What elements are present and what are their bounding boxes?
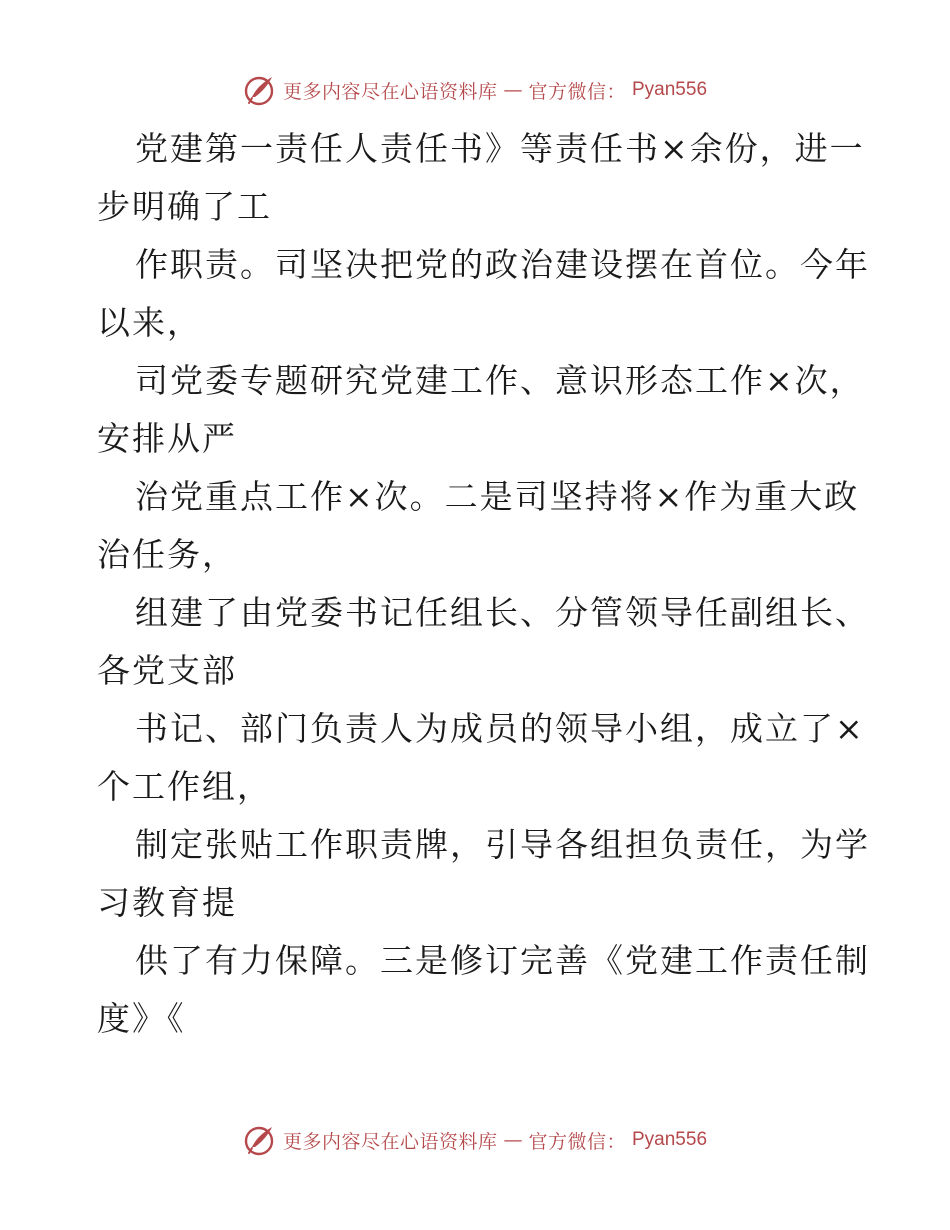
text-line: 以来， <box>97 303 202 342</box>
document-body <box>97 120 870 1048</box>
header-banner <box>0 70 950 110</box>
banner-brand-text: 更多内容尽在心语资料库 <box>282 80 498 103</box>
banner-wechat-label: 官方微信： <box>528 80 626 103</box>
quill-pen-logo-icon <box>243 1123 277 1157</box>
text-line: 各党支部 <box>97 651 237 690</box>
text-line: 习教育提 <box>97 883 237 922</box>
text-line: 作职责。司坚决把党的政治建设摆在首位。今年 <box>135 245 870 284</box>
text-line: 步明确了工 <box>97 187 272 226</box>
text-line: 治党重点工作×次。二是司坚持将×作为重大政 <box>135 477 860 516</box>
banner-separator: — <box>503 1129 523 1151</box>
quill-pen-logo-icon <box>243 73 277 107</box>
text-line: 书记、部门负责人为成员的领导小组，成立了× <box>135 709 865 748</box>
text-line: 司党委专题研究党建工作、意识形态工作×次， <box>135 361 865 400</box>
text-line: 治任务， <box>97 535 237 574</box>
text-line: 供了有力保障。三是修订完善《党建工作责任制 <box>135 941 870 980</box>
text-line: 党建第一责任人责任书》等责任书×余份，进一 <box>135 129 865 168</box>
banner-wechat-id: Pyan556 <box>632 79 708 100</box>
text-line: 个工作组， <box>97 767 272 806</box>
footer-banner <box>0 1120 950 1160</box>
text-line: 制定张贴工作职责牌，引导各组担负责任，为学 <box>135 825 870 864</box>
text-line: 组建了由党委书记任组长、分管领导任副组长、 <box>135 593 870 632</box>
banner-brand-text: 更多内容尽在心语资料库 <box>282 1130 498 1153</box>
banner-separator: — <box>503 79 523 101</box>
banner-wechat-id: Pyan556 <box>632 1129 708 1150</box>
text-line: 安排从严 <box>97 419 237 458</box>
text-line: 度》《 <box>97 999 186 1038</box>
banner-wechat-label: 官方微信： <box>528 1130 626 1153</box>
